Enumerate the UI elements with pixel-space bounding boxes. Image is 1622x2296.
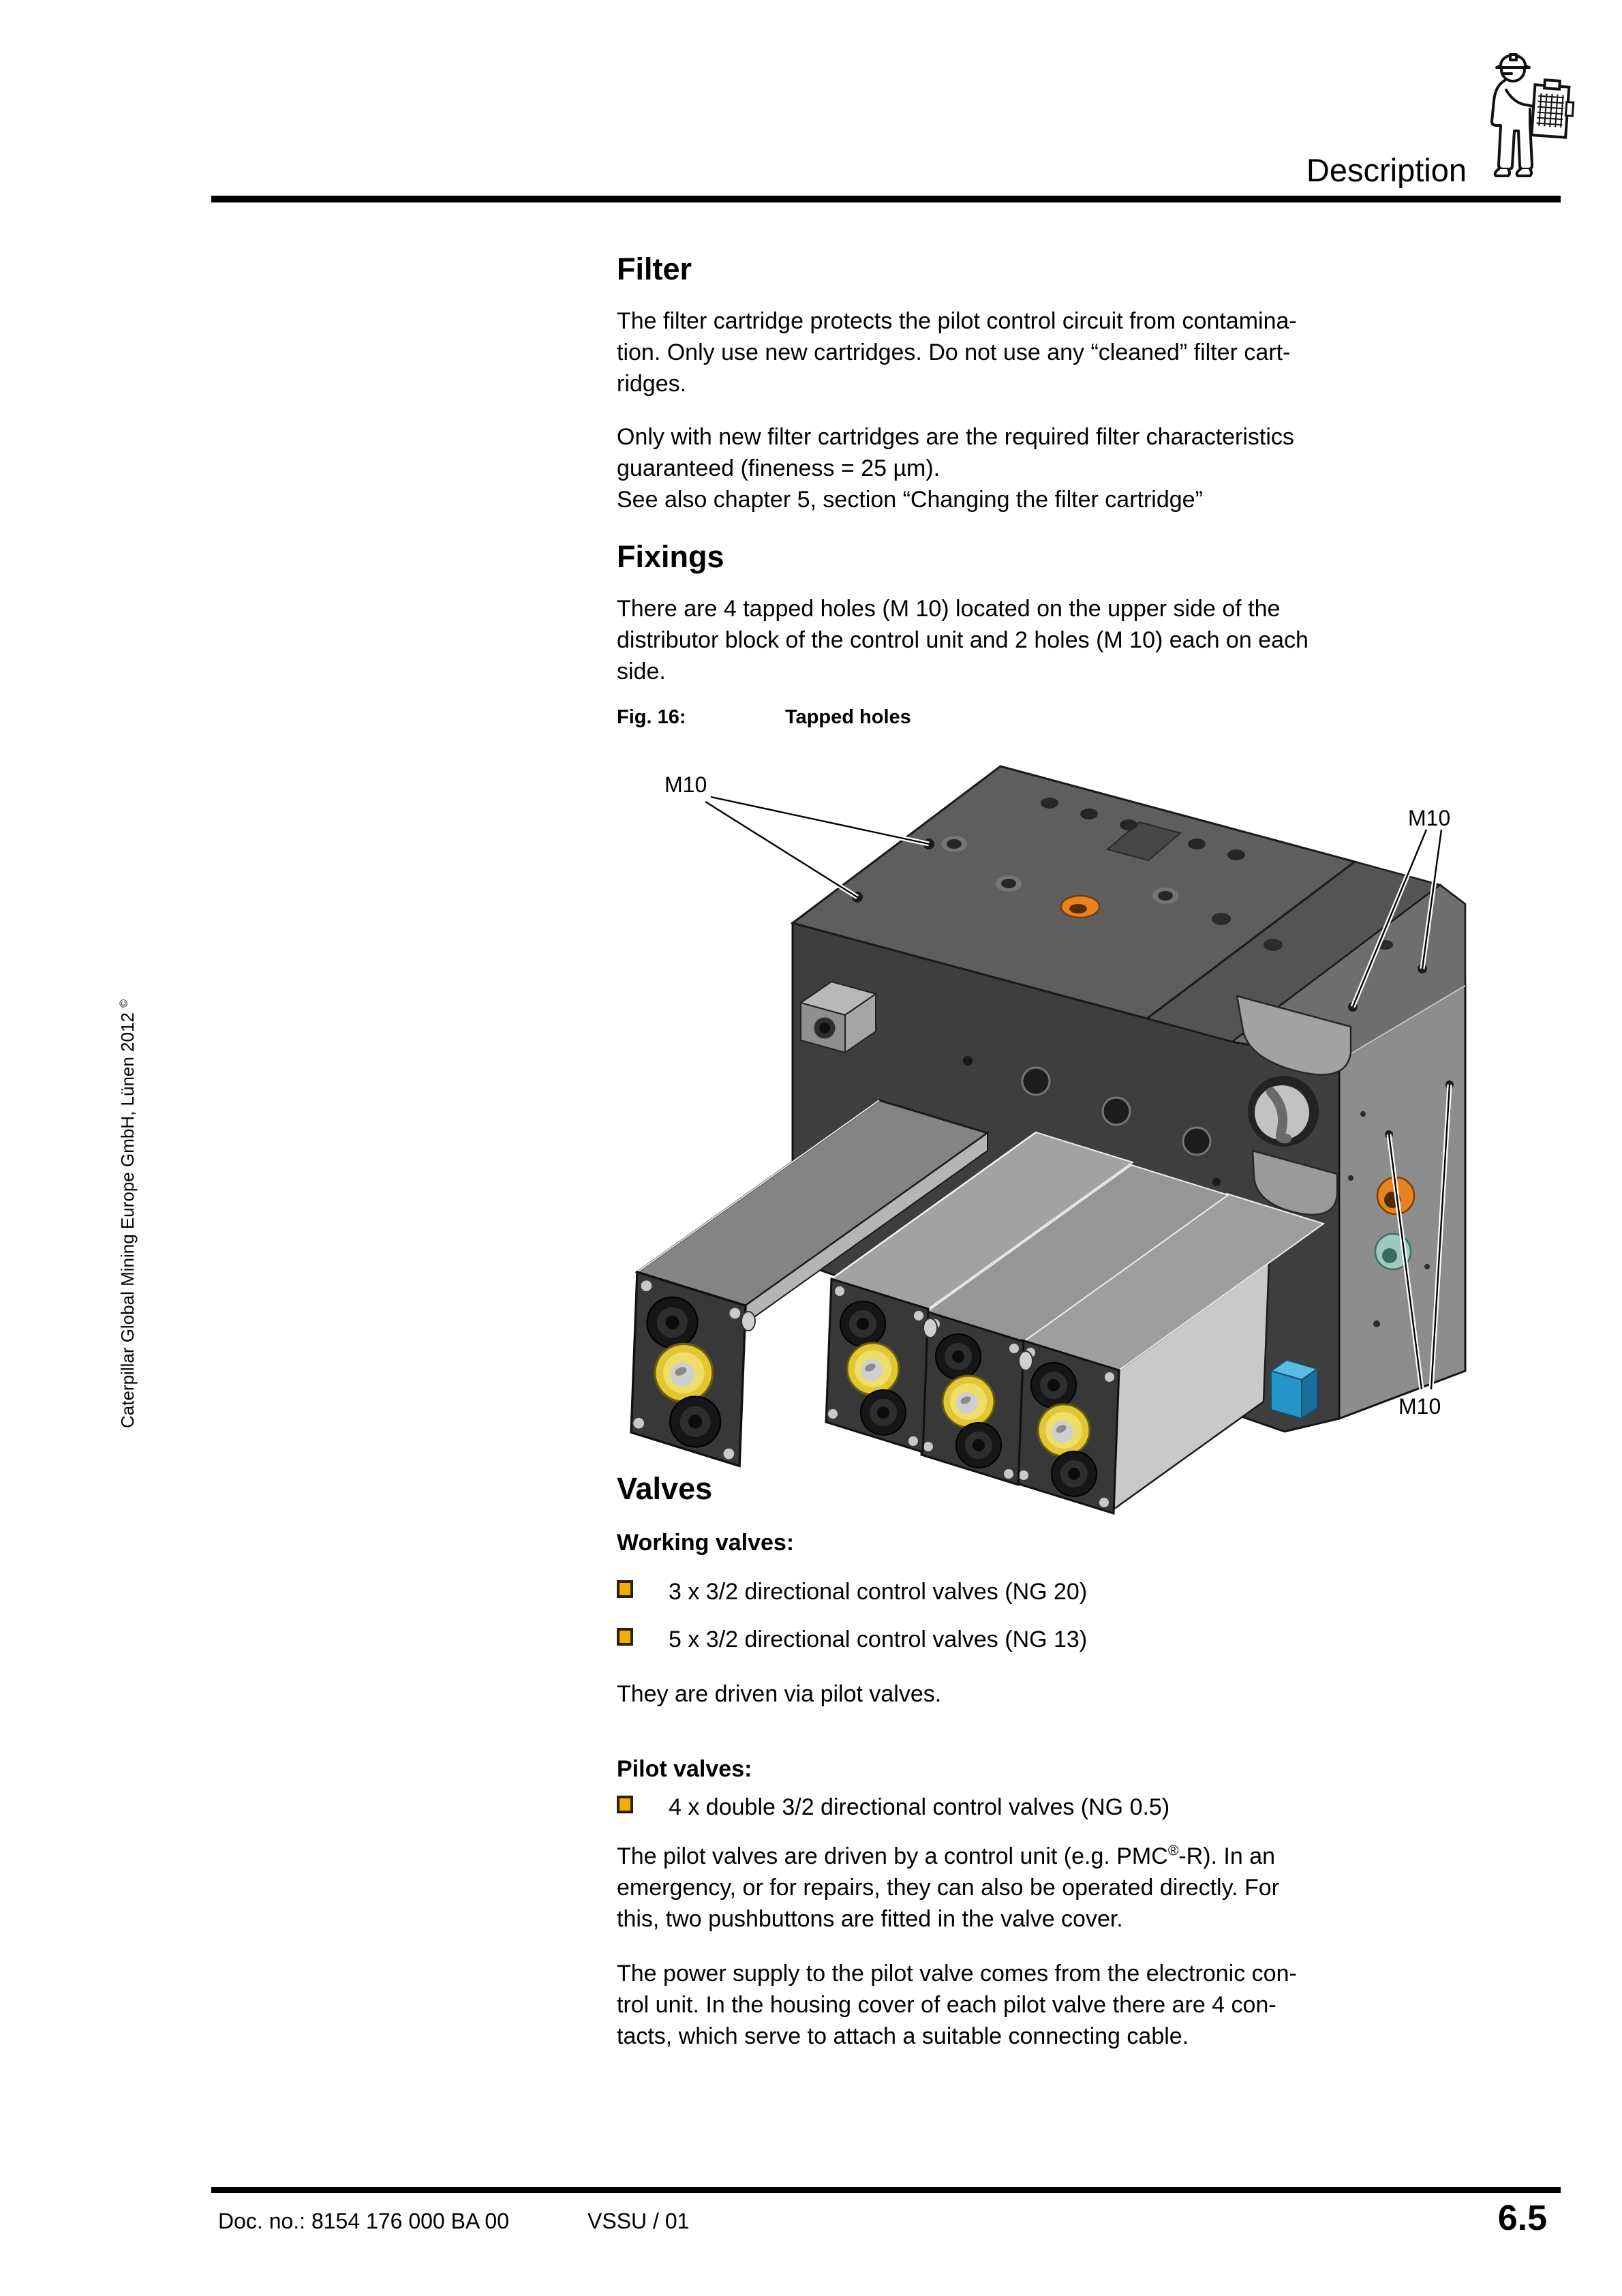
fixings-heading: Fixings bbox=[617, 539, 724, 574]
working-valve-item-1: 3 x 3/2 directional control valves (NG 20) bbox=[617, 1576, 1087, 1607]
pilot-valves-label: Pilot valves: bbox=[617, 1756, 752, 1782]
registered-trademark: ® bbox=[1167, 1843, 1179, 1859]
figure-caption: Tapped holes bbox=[785, 706, 911, 728]
pilot-paragraph-1: The pilot valves are driven by a control unit (e.g. PMC®-R). In an emergency, or for repairs, they can also be operated directly. For this, two pushbuttons are fitted in the valve cover. bbox=[617, 1843, 1279, 1932]
orange-top-port bbox=[1061, 896, 1099, 918]
footer-doc-no: Doc. no.: 8154 176 000 BA 00 bbox=[218, 2209, 509, 2233]
callout-m10-bottom-right: M10 bbox=[1398, 1394, 1441, 1419]
figure-tapped-holes bbox=[600, 740, 1486, 1517]
figure-label: Fig. 16: bbox=[617, 706, 686, 728]
page-title: Description bbox=[1306, 152, 1467, 188]
callout-m10-top-left: M10 bbox=[664, 772, 707, 797]
driven-note: They are driven via pilot valves. bbox=[617, 1681, 942, 1707]
pilot-paragraph-2: The power supply to the pilot valve comes from the electronic con- trol unit. In the housing cover of each pilot valve there are 4 con- tacts, which serve to attach a suitable connecting cable. bbox=[617, 1961, 1297, 2049]
filter-paragraph-2: Only with new filter cartridges are the required filter characteristics guaranteed (fineness = 25 µm). See also chapter 5, section “Changing the filter cartridge” bbox=[617, 424, 1294, 513]
square-bullet-icon bbox=[617, 1796, 633, 1813]
filter-heading: Filter bbox=[617, 252, 692, 286]
worker-clipboard-icon bbox=[1471, 41, 1578, 199]
footer-page-number: 6.5 bbox=[1497, 2199, 1547, 2238]
footer-version: VSSU / 01 bbox=[587, 2209, 690, 2233]
copyright-text: Caterpillar Global Mining Europe GmbH, Lünen 2012 bbox=[117, 1012, 138, 1428]
working-valves-label: Working valves: bbox=[617, 1530, 795, 1556]
callout-m10-top-right: M10 bbox=[1408, 806, 1451, 830]
valve-unit-2 bbox=[826, 1279, 928, 1452]
copyright-symbol: © bbox=[117, 999, 130, 1008]
header-rule bbox=[211, 196, 1561, 202]
blue-fitting bbox=[1271, 1360, 1317, 1419]
footer-rule bbox=[211, 2187, 1561, 2193]
valve-unit-4 bbox=[1017, 1340, 1119, 1513]
pilot-valve-item-1: 4 x double 3/2 directional control valves (NG 0.5) bbox=[617, 1792, 1169, 1823]
square-bullet-icon bbox=[617, 1628, 633, 1646]
working-valve-item-2: 5 x 3/2 directional control valves (NG 13) bbox=[617, 1624, 1087, 1655]
valve-unit-3 bbox=[921, 1312, 1024, 1485]
square-bullet-icon bbox=[617, 1580, 633, 1598]
bore-with-ball bbox=[1248, 1076, 1319, 1147]
valves-heading: Valves bbox=[617, 1471, 713, 1506]
sidebar-copyright bbox=[117, 999, 138, 1428]
fixings-paragraph: There are 4 tapped holes (M 10) located on the upper side of the distributor block of the control unit and 2 holes (M 10) each on each side. bbox=[617, 596, 1309, 684]
filter-paragraph-1: The filter cartridge protects the pilot control circuit from contamina- tion. Only use new cartridges. Do not use any “cleaned” filter cart- ridges. bbox=[617, 308, 1297, 397]
